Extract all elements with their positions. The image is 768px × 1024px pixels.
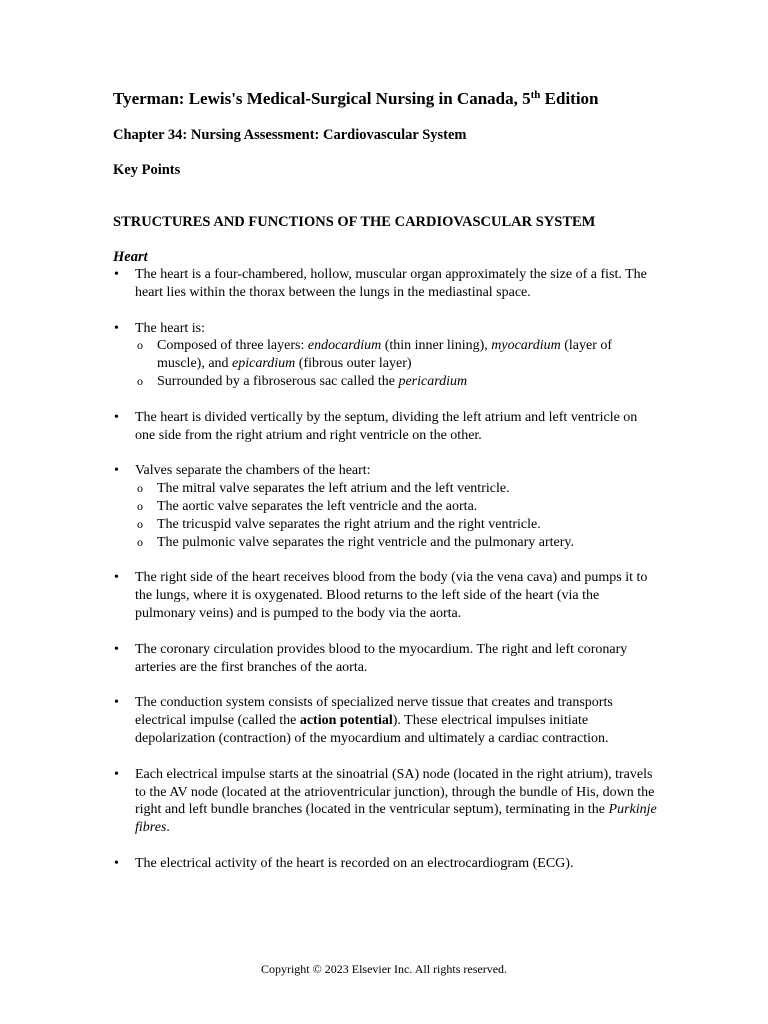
term-endocardium: endocardium (307, 338, 382, 354)
bullet-text: The heart is divided vertically by the septum, dividing the left atrium and left ventricle on one side from the right atrium and right ventricle on the other. (135, 409, 638, 443)
term-myocardium: myocardium (491, 338, 561, 354)
copyright-footer: Copyright © 2023 Elsevier Inc. All rights reserved. (260, 962, 508, 976)
term-epicardium: epicardium (232, 356, 296, 372)
bullet-text: The heart is a four-chambered, hollow, muscular organ approximately the size of a fist. The heart lies within the thorax between the lungs in the mediastinal space. (135, 267, 647, 300)
bullet-text: Each electrical impulse starts at the sinoatrial (SA) node (located in the right atrium), travels to the AV node (located at the atrioventricular junction), through the bundle of His, down the right and left bundle branches (located in the ventricular septum), terminating in the (135, 766, 655, 818)
bullet-text: The electrical activity of the heart is recorded on an electrocardiogram (ECG). (135, 855, 574, 871)
sub-item (135, 337, 658, 373)
sub-item: o The mitral valve separates the left atrium and the left ventricle. (135, 480, 658, 498)
term-purkinje-fibres: Purkinje fibres (135, 802, 657, 836)
sub-text: Surrounded by a fibroserous sac called the (157, 373, 399, 389)
bullet-text: Valves separate the chambers of the heart: (135, 463, 371, 479)
sub-text: (fibrous outer layer) (295, 356, 412, 372)
sub-item: o The pulmonic valve separates the right ventricle and the pulmonary artery. (135, 534, 658, 552)
key-points-list (113, 266, 658, 873)
bullet-item (113, 694, 658, 747)
bullet-text: ). These electrical impulses initiate depolarization (contraction) of the myocardium and ultimately a cardiac contraction. (135, 713, 609, 746)
bullet-item (113, 766, 658, 837)
bullet-item (113, 855, 658, 873)
chapter-title: Chapter 34: Nursing Assessment: Cardiovascular System (113, 127, 467, 143)
sub-list (135, 480, 658, 551)
bullet-item (113, 641, 658, 677)
sub-text: (thin inner lining), (381, 338, 492, 354)
sub-text: (layer of muscle), and (157, 338, 613, 372)
bullet-item (113, 462, 658, 551)
key-points-heading: Key Points (113, 162, 181, 178)
bullet-item (113, 409, 658, 445)
document-page (113, 88, 658, 873)
book-title-text: Tyerman: Lewis's Medical-Surgical Nursing in Canada, 5 (113, 89, 531, 108)
sub-text: Composed of three layers: (157, 338, 308, 354)
sub-list (135, 337, 658, 390)
sub-item: o The aortic valve separates the left ventricle and the aorta. (135, 498, 658, 516)
sub-item (135, 373, 658, 391)
bullet-text: The conduction system consists of specialized nerve tissue that creates and transports electrical impulse (called the (135, 695, 613, 729)
bullet-item (113, 266, 658, 302)
bullet-text: . (166, 820, 170, 836)
term-pericardium: pericardium (398, 373, 468, 389)
bullet-item (113, 320, 658, 391)
bullet-text: The coronary circulation provides blood to the myocardium. The right and left coronary arteries are the first branches of the aorta. (135, 641, 628, 675)
term-action-potential: action potential (299, 713, 393, 729)
edition-superscript: th (530, 89, 541, 101)
bullet-text: The right side of the heart receives blood from the body (via the vena cava) and pumps it to the lungs, where it is oxygenated. Blood returns to the left side of the heart (via the pulmonary veins) and is pumped to the body via the aorta. (135, 570, 648, 621)
book-title (113, 88, 658, 110)
sub-item: o The tricuspid valve separates the right atrium and the right ventricle. (135, 516, 658, 534)
subheading-heart: Heart (113, 249, 148, 265)
book-title-edition: Edition (540, 89, 599, 108)
bullet-text: The heart is: (135, 320, 205, 336)
bullet-item (113, 569, 658, 622)
section-heading: STRUCTURES AND FUNCTIONS OF THE CARDIOVASCULAR SYSTEM (113, 214, 596, 230)
